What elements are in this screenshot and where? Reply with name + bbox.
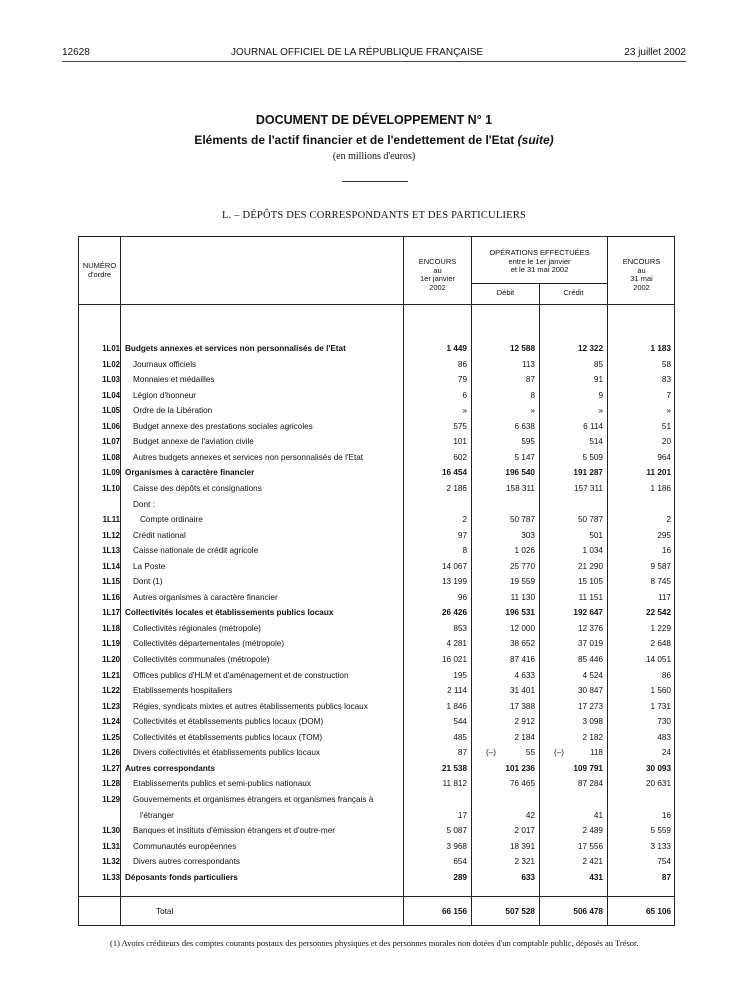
row-label-text: Collectivités communales (métropole)	[133, 655, 270, 664]
header-operations-line3: et le 31 mai 2002	[510, 265, 569, 274]
cell-debit: 5 147	[514, 452, 535, 462]
row-label-text: Dont :	[133, 499, 155, 509]
cell-debit: 31 401	[509, 686, 535, 696]
cell-credit: 37 019	[577, 639, 603, 649]
negative-sign: (–)	[554, 748, 565, 758]
cell-debit: 76 465	[509, 779, 535, 789]
row-code: 1L15	[102, 577, 120, 587]
cell-encours-jan: 5 087	[446, 826, 467, 836]
cell-encours-jan: 21 538	[441, 763, 467, 773]
row-label	[133, 436, 400, 448]
cell-encours-jan: 2 186	[446, 483, 467, 493]
row-label-text: Collectivités et établissements publics locaux (DOM)	[133, 717, 324, 727]
cell-debit: 4 633	[514, 670, 535, 680]
cell-encours-mai: 16	[661, 546, 671, 556]
cell-debit: 633	[521, 872, 535, 882]
section-title: L. – DÉPÔTS DES CORRESPONDANTS ET DES PARTICULIERS	[222, 210, 526, 221]
cell-debit: 25 770	[509, 561, 535, 571]
cell-encours-mai: 483	[657, 732, 671, 742]
page-number: 12628	[62, 46, 90, 58]
total-encours-mai: 65 106	[645, 907, 671, 916]
row-label	[125, 763, 400, 775]
cell-debit: 19 559	[509, 577, 535, 587]
cell-credit: 12 376	[577, 623, 603, 633]
row-label-text: Compte ordinaire	[140, 515, 203, 525]
row-label	[133, 390, 400, 402]
cell-encours-jan: 4 281	[446, 639, 467, 649]
cell-encours-jan: 87	[457, 748, 467, 758]
cell-credit: »	[598, 406, 603, 416]
cell-credit: 2 421	[582, 857, 603, 867]
row-code: 1L12	[102, 530, 120, 540]
cell-encours-jan: 6	[462, 390, 467, 400]
cell-debit: 2 321	[514, 857, 535, 867]
row-code: 1L30	[102, 826, 120, 836]
header-rule	[62, 61, 686, 62]
cell-encours-jan: 575	[453, 421, 467, 431]
header-encours-jan-line1: ENCOURS	[418, 257, 457, 266]
cell-credit: 87 284	[577, 779, 603, 789]
subtitle-suffix: (suite)	[517, 133, 554, 147]
cell-encours-jan: 13 199	[441, 577, 467, 587]
total-label	[124, 906, 400, 918]
header-encours-mai-line4: 2002	[633, 282, 650, 292]
cell-encours-mai: 1 229	[650, 623, 671, 633]
cell-credit: 30 847	[577, 686, 603, 696]
row-code: 1L16	[102, 592, 120, 602]
cell-credit: 91	[593, 375, 603, 385]
header-debit: Débit	[496, 288, 515, 297]
row-label	[133, 654, 400, 666]
row-label	[133, 483, 400, 495]
row-label	[133, 701, 400, 713]
column-rule	[120, 236, 121, 926]
row-code: 1L01	[102, 344, 120, 353]
cell-credit: 118	[589, 748, 603, 758]
row-label	[133, 732, 400, 744]
cell-encours-jan: 8	[462, 546, 467, 556]
row-code: 1L07	[102, 437, 120, 447]
cell-credit: 17 273	[577, 701, 603, 711]
cell-encours-mai: 20 631	[645, 779, 671, 789]
cell-debit: 38 652	[509, 639, 535, 649]
cell-credit: 514	[589, 437, 603, 447]
cell-credit: 431	[589, 872, 603, 882]
row-code: 1L20	[102, 655, 120, 664]
row-label-text: Budget annexe des prestations sociales agricoles	[133, 421, 313, 431]
cell-encours-mai: 58	[661, 359, 671, 369]
row-label	[133, 359, 400, 371]
cell-debit: 17 388	[509, 701, 535, 711]
subtitle-text: Eléments de l'actif financier et de l'endettement de l'Etat	[194, 133, 515, 147]
cell-debit: 113	[521, 359, 535, 369]
header-credit: Crédit	[563, 288, 584, 297]
row-label-text: Divers collectivités et établissements publics locaux	[133, 748, 321, 758]
cell-encours-mai: 30 093	[645, 763, 671, 773]
row-label-text: Organismes à caractère financier	[125, 468, 255, 478]
cell-encours-mai: 9 587	[650, 561, 671, 571]
row-label-text: Autres organismes à caractère financier	[133, 592, 278, 602]
total-credit: 506 478	[573, 907, 603, 916]
cell-credit: 157 311	[574, 483, 603, 493]
total-encours-jan: 66 156	[441, 907, 467, 916]
row-label	[133, 592, 400, 604]
cell-encours-mai: 83	[661, 375, 671, 385]
cell-credit: 2 489	[582, 826, 603, 836]
row-label-text: Ordre de la Libération	[133, 406, 213, 416]
header-numero	[79, 262, 120, 279]
cell-debit: 2 017	[514, 826, 535, 836]
cell-encours-mai: 1 183	[650, 344, 671, 353]
row-label	[133, 685, 400, 697]
row-label	[125, 872, 400, 884]
header-numero-line1: NUMÉRO	[82, 261, 117, 270]
cell-encours-jan: 853	[453, 623, 467, 633]
row-code: 1L27	[102, 763, 120, 773]
cell-credit: 2 182	[582, 732, 603, 742]
cell-debit: 101 236	[505, 763, 535, 773]
row-label	[133, 374, 400, 386]
total-rule	[78, 896, 675, 897]
cell-encours-mai: 1 560	[650, 686, 671, 696]
row-code: 1L29	[102, 794, 120, 804]
row-label	[133, 405, 400, 417]
cell-debit: 196 531	[505, 608, 535, 618]
cell-encours-jan: 1 846	[446, 701, 467, 711]
cell-credit: 21 290	[577, 561, 603, 571]
row-code: 1L18	[102, 623, 120, 633]
cell-debit: 2 184	[514, 732, 535, 742]
row-label-text: Monnaies et médailles	[133, 375, 215, 385]
row-label-text: Collectivités et établissements publics locaux (TOM)	[133, 732, 323, 742]
cell-credit: 9	[598, 390, 603, 400]
cell-encours-jan: 195	[453, 670, 467, 680]
total-label-text: Total	[124, 907, 174, 916]
cell-debit: 87	[525, 375, 535, 385]
cell-credit: 109 791	[573, 763, 603, 773]
row-code: 1L02	[102, 359, 120, 369]
row-label-text: Budgets annexes et services non personnalisés de l'Etat	[125, 344, 346, 353]
cell-credit: 11 151	[578, 592, 603, 602]
row-label-text: Offices publics d'HLM et d'aménagement et de construction	[133, 670, 349, 680]
cell-credit: 501	[589, 530, 603, 540]
cell-debit: 8	[530, 390, 535, 400]
cell-encours-mai: 11 201	[646, 468, 671, 478]
row-code: 1L28	[102, 779, 120, 789]
cell-encours-jan: 485	[453, 732, 467, 742]
cell-encours-jan: 17	[457, 810, 467, 820]
cell-debit: 12 000	[509, 623, 535, 633]
cell-credit: 85 446	[577, 655, 603, 664]
cell-debit: 196 540	[505, 468, 535, 478]
cell-encours-jan: 26 426	[441, 608, 467, 618]
cell-encours-mai: 22 542	[645, 608, 671, 618]
row-label-text: Budget annexe de l'aviation civile	[133, 437, 254, 447]
cell-debit: 595	[521, 437, 535, 447]
total-debit: 507 528	[505, 907, 535, 916]
row-code: 1L32	[102, 857, 120, 867]
header-encours-jan-line3: 1er janvier	[419, 274, 456, 283]
row-label-text: Crédit national	[133, 530, 186, 540]
row-label-text: Légion d'honneur	[133, 390, 197, 400]
cell-credit: 17 556	[577, 841, 603, 851]
cell-encours-jan: 86	[457, 359, 467, 369]
row-label-text: Régies, syndicats mixtes et autres établissements publics locaux	[133, 701, 368, 711]
header-numero-line2: d'ordre	[87, 269, 112, 279]
row-label	[125, 607, 400, 619]
footnote: (1) Avoirs créditeurs des comptes courants postaux des personnes physiques et des personnes morales non dotées d'un comptable public, déposés au Trésor.	[110, 938, 639, 948]
row-code: 1L17	[102, 608, 120, 618]
cell-credit: 85	[593, 359, 603, 369]
row-code: 1L25	[102, 732, 120, 742]
page-header	[62, 45, 686, 59]
row-code: 1L26	[102, 748, 120, 758]
row-code: 1L06	[102, 421, 120, 431]
journal-title: JOURNAL OFFICIEL DE LA RÉPUBLIQUE FRANÇAISE	[230, 46, 484, 58]
header-operations-line2: entre le 1er janvier	[508, 256, 571, 266]
cell-encours-jan: 16 454	[441, 468, 467, 478]
cell-credit: 1 034	[582, 546, 603, 556]
row-label-text: Banques et instituts d'émission étrangers et d'outre-mer	[133, 826, 336, 836]
header-encours-mai-line1: ENCOURS	[622, 257, 661, 266]
cell-encours-mai: 295	[657, 530, 671, 540]
cell-debit: 50 787	[509, 515, 535, 525]
row-label-text: Autres budgets annexes et services non personnalisés de l'Etat	[133, 452, 364, 462]
row-label-text: Collectivités départementales (métropole)	[133, 639, 285, 649]
cell-encours-mai: 87	[661, 872, 671, 882]
cell-encours-jan: 602	[453, 452, 467, 462]
cell-debit: 6 638	[514, 421, 535, 431]
row-label	[133, 825, 400, 837]
row-label	[133, 576, 400, 588]
cell-encours-jan: 289	[453, 872, 467, 882]
row-label	[133, 778, 400, 790]
row-code: 1L13	[102, 546, 120, 556]
row-code: 1L08	[102, 452, 120, 462]
row-label	[133, 623, 400, 635]
cell-encours-jan: 96	[457, 592, 467, 602]
row-label	[133, 499, 400, 511]
header-bottom-rule	[78, 304, 675, 305]
row-label-text: Collectivités locales et établissements publics locaux	[125, 608, 334, 618]
row-label	[133, 841, 400, 853]
row-label	[125, 467, 400, 479]
cell-credit: 41	[593, 810, 603, 820]
cell-encours-mai: »	[666, 406, 671, 416]
row-label	[133, 545, 400, 557]
cell-encours-mai: 20	[661, 437, 671, 447]
row-label-text: Déposants fonds particuliers	[125, 872, 238, 882]
cell-debit: 55	[525, 748, 535, 758]
row-label-text: Communautés européennes	[133, 841, 237, 851]
document-title: DOCUMENT DE DÉVELOPPEMENT N° 1	[255, 113, 493, 127]
cell-encours-mai: 16	[661, 810, 671, 820]
cell-encours-jan: 14 067	[441, 561, 467, 571]
cell-encours-mai: 7	[666, 390, 671, 400]
cell-encours-mai: 3 133	[650, 841, 671, 851]
row-code: 1L19	[102, 639, 120, 649]
row-label-text: Collectivités régionales (métropole)	[133, 623, 261, 633]
row-label	[133, 747, 400, 759]
row-code: 1L09	[102, 468, 120, 478]
cell-credit: 192 647	[573, 608, 603, 618]
row-label-text: Divers autres correspondants	[133, 857, 240, 867]
cell-debit: 2 912	[514, 717, 535, 727]
cell-encours-jan: 1 449	[446, 344, 467, 353]
negative-sign: (–)	[486, 748, 497, 758]
cell-encours-mai: 964	[657, 452, 671, 462]
cell-credit: 191 287	[573, 468, 603, 478]
document-subtitle	[62, 133, 686, 147]
row-label	[125, 343, 400, 355]
cell-debit: 303	[521, 530, 535, 540]
row-code: 1L31	[102, 841, 120, 851]
cell-debit: 158 311	[506, 483, 535, 493]
row-code: 1L21	[102, 670, 120, 680]
row-label	[133, 638, 400, 650]
cell-encours-mai: 1 186	[650, 483, 671, 493]
cell-encours-jan: 79	[457, 375, 467, 385]
row-code: 1L33	[102, 872, 120, 882]
cell-encours-jan: 11 812	[442, 779, 467, 789]
cell-encours-jan: 2 114	[447, 686, 467, 696]
row-label	[133, 561, 400, 573]
cell-encours-mai: 8 745	[650, 577, 671, 587]
cell-debit: »	[530, 406, 535, 416]
cell-debit: 42	[525, 810, 535, 820]
header-operations	[472, 249, 607, 275]
cell-encours-jan: »	[462, 406, 467, 416]
row-label-continued-text: l'étranger	[140, 810, 174, 820]
header-encours-jan-line2: au	[433, 265, 442, 275]
row-label	[133, 421, 400, 433]
row-label-text: Etablissements publics et semi-publics nationaux	[133, 779, 311, 789]
cell-encours-mai: 117	[657, 592, 671, 602]
row-label	[133, 716, 400, 728]
row-code: 1L05	[102, 406, 120, 416]
cell-encours-mai: 1 731	[650, 701, 671, 711]
header-encours-mai-line3: 31 mai	[630, 274, 653, 283]
publication-date: 23 juillet 2002	[624, 46, 686, 58]
cell-credit: 12 322	[577, 344, 603, 353]
cell-debit: 18 391	[509, 841, 535, 851]
header-subrule	[471, 283, 607, 284]
row-code: 1L22	[102, 686, 120, 696]
row-code: 1L24	[102, 717, 120, 727]
cell-encours-mai: 5 559	[650, 826, 671, 836]
cell-encours-mai: 51	[661, 421, 671, 431]
cell-encours-mai: 14 051	[645, 655, 671, 664]
row-label-text: Gouvernements et organismes étrangers et organismes français à	[133, 794, 374, 804]
cell-encours-jan: 101	[453, 437, 467, 447]
unit-note: (en millions d'euros)	[332, 151, 416, 162]
row-label	[133, 530, 400, 542]
header-operations-line1: OPÉRATIONS EFFECTUÉES	[489, 248, 590, 257]
row-label-continued	[140, 810, 400, 822]
row-label-text: Autres correspondants	[125, 763, 216, 773]
header-encours-jan-line4: 2002	[429, 282, 446, 292]
cell-debit: 11 130	[510, 592, 535, 602]
row-label	[133, 794, 400, 806]
row-label-text: Caisse des dépôts et consignations	[133, 483, 262, 493]
row-label	[133, 452, 400, 464]
cell-encours-mai: 754	[657, 857, 671, 867]
cell-credit: 6 114	[583, 421, 603, 431]
row-code: 1L03	[102, 375, 120, 385]
row-label	[140, 514, 400, 526]
row-label-text: Caisse nationale de crédit agricole	[133, 546, 259, 556]
row-label-text: Dont (1)	[133, 577, 163, 587]
row-label	[133, 856, 400, 868]
row-code: 1L14	[102, 561, 120, 571]
cell-encours-mai: 2	[666, 515, 671, 525]
cell-debit: 12 588	[509, 344, 535, 353]
cell-credit: 5 509	[582, 452, 603, 462]
cell-encours-jan: 2	[462, 515, 467, 525]
row-code: 1L04	[102, 390, 120, 400]
header-encours-jan	[404, 258, 471, 292]
separator-rule	[342, 181, 408, 182]
cell-encours-jan: 654	[453, 857, 467, 867]
cell-credit: 50 787	[577, 515, 603, 525]
cell-encours-mai: 24	[661, 748, 671, 758]
header-encours-mai-line2: au	[637, 265, 646, 275]
cell-encours-jan: 3 968	[446, 841, 467, 851]
row-code: 1L11	[102, 515, 120, 525]
cell-debit: 87 416	[509, 655, 535, 664]
cell-encours-mai: 86	[661, 670, 671, 680]
row-label-text: La Poste	[133, 561, 166, 571]
row-label-text: Journaux officiels	[133, 359, 197, 369]
cell-credit: 3 098	[582, 717, 603, 727]
cell-encours-jan: 544	[453, 717, 467, 727]
row-label-text: Etablissements hospitaliers	[133, 686, 233, 696]
row-label	[133, 670, 400, 682]
cell-encours-mai: 2 648	[650, 639, 671, 649]
cell-debit: 1 026	[514, 546, 535, 556]
row-code: 1L10	[102, 483, 120, 493]
cell-encours-jan: 97	[457, 530, 467, 540]
cell-encours-mai: 730	[657, 717, 671, 727]
cell-credit: 4 524	[582, 670, 603, 680]
row-code: 1L23	[102, 701, 120, 711]
cell-encours-jan: 16 021	[441, 655, 467, 664]
cell-credit: 15 105	[577, 577, 603, 587]
header-encours-mai	[608, 258, 675, 292]
